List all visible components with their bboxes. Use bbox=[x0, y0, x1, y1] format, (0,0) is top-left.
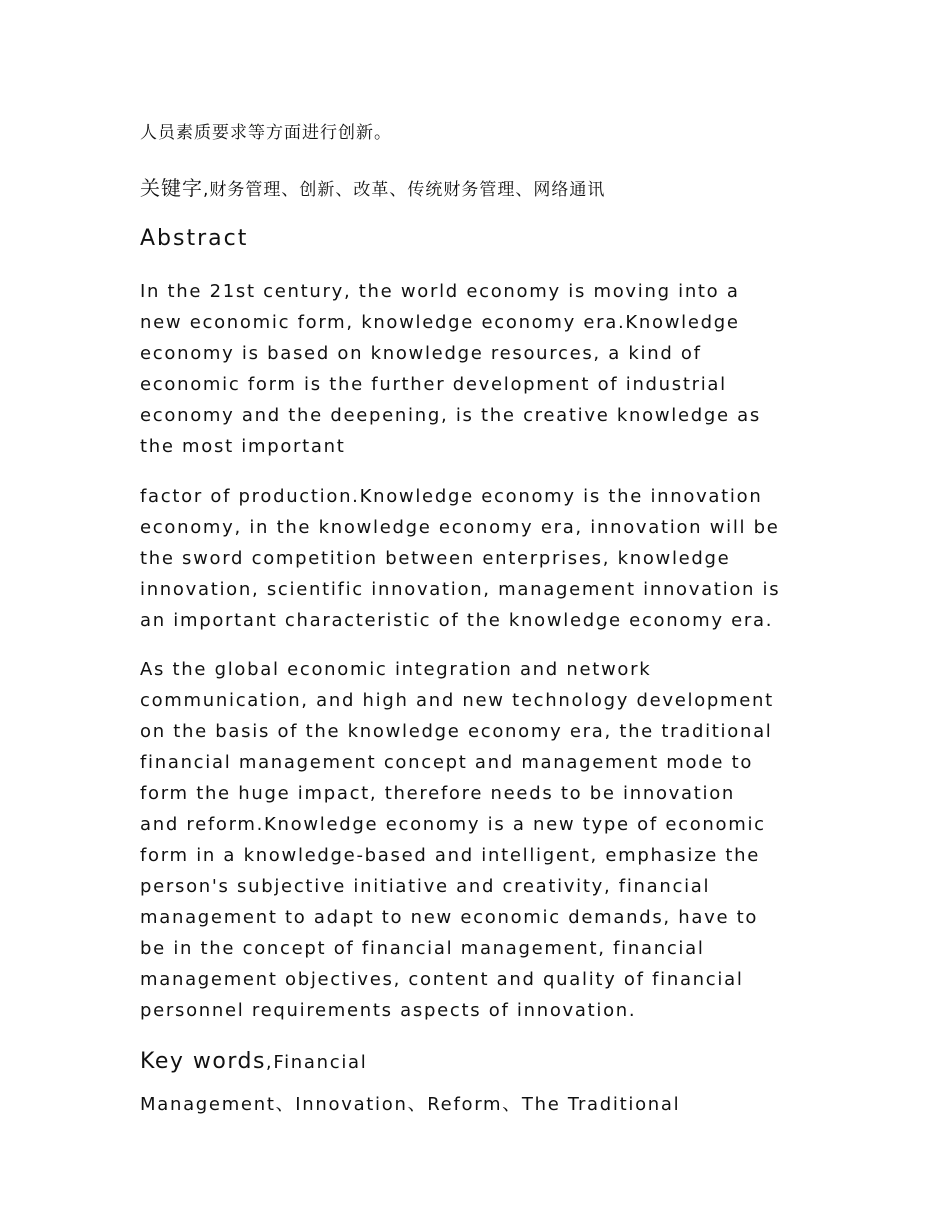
paragraph-line: on the basis of the knowledge economy era, the traditional bbox=[140, 721, 773, 742]
paragraph-line: and reform.Knowledge economy is a new type of economic bbox=[140, 814, 766, 835]
cn-keywords-separator: , bbox=[203, 180, 210, 200]
cn-keywords-text: 财务管理、创新、改革、传统财务管理、网络通讯 bbox=[209, 180, 606, 200]
paragraph-line: be in the concept of financial management, financial bbox=[140, 938, 705, 959]
paragraph-line: form in a knowledge-based and intelligent, emphasize the bbox=[140, 845, 761, 866]
cn-keywords-line bbox=[140, 172, 605, 201]
paragraph-line: new economic form, knowledge economy era.Knowledge bbox=[140, 312, 740, 333]
paragraph-line: economy is based on knowledge resources, a kind of bbox=[140, 343, 702, 364]
paragraph-line: the most important bbox=[140, 436, 346, 457]
en-keywords-first: Financial bbox=[273, 1052, 368, 1073]
cn-abstract-tail: 人员素质要求等方面进行创新。 bbox=[140, 123, 392, 143]
paragraph-line: management objectives, content and quality of financial bbox=[140, 969, 744, 990]
paragraph-line: economy and the deepening, is the creative knowledge as bbox=[140, 405, 761, 426]
paragraph-line: factor of production.Knowledge economy is the innovation bbox=[140, 486, 763, 507]
paragraph-line: an important characteristic of the knowledge economy era. bbox=[140, 610, 774, 631]
paragraph-line: innovation, scientific innovation, management innovation is bbox=[140, 579, 781, 600]
paragraph-line: the sword competition between enterprises, knowledge bbox=[140, 548, 731, 569]
abstract-paragraph-3 bbox=[140, 654, 820, 1026]
paragraph-line: management to adapt to new economic demands, have to bbox=[140, 907, 759, 928]
paragraph-line: form the huge impact, therefore needs to be innovation bbox=[140, 783, 736, 804]
en-keywords-line bbox=[140, 1049, 367, 1074]
abstract-paragraph-2 bbox=[140, 481, 820, 636]
paragraph-line: financial management concept and management mode to bbox=[140, 752, 754, 773]
en-keywords-label: Key words bbox=[140, 1049, 266, 1074]
abstract-heading: Abstract bbox=[140, 226, 249, 251]
paragraph-line: In the 21st century, the world economy is moving into a bbox=[140, 281, 740, 302]
abstract-paragraph-1 bbox=[140, 276, 820, 462]
en-keywords-separator: , bbox=[265, 1052, 274, 1073]
en-keywords-continued: Management、Innovation、Reform、The Traditional bbox=[140, 1094, 681, 1115]
paragraph-line: As the global economic integration and network bbox=[140, 659, 652, 680]
paragraph-line: personnel requirements aspects of innovation. bbox=[140, 1000, 637, 1021]
paragraph-line: economic form is the further development of industrial bbox=[140, 374, 727, 395]
cn-keywords-label: 关键字 bbox=[140, 176, 203, 200]
paragraph-line: communication, and high and new technology development bbox=[140, 690, 774, 711]
paragraph-line: economy, in the knowledge economy era, innovation will be bbox=[140, 517, 780, 538]
paragraph-line: person's subjective initiative and creativity, financial bbox=[140, 876, 711, 897]
